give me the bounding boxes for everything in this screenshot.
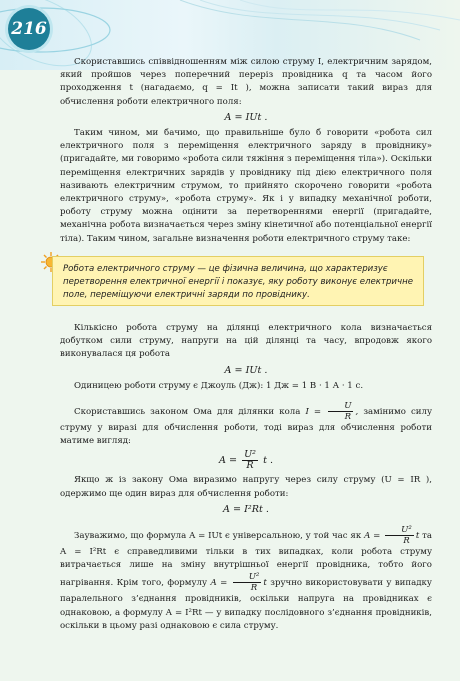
formula-inline	[364, 525, 422, 547]
paragraph-text: Скориставшись законом Ома для ділянки кола	[74, 407, 301, 418]
paragraph: Якщо ж із закону Ома виразимо напругу через силу струму (U = IR ), одержимо ще один вираз для обчислення роботи:	[60, 475, 432, 499]
paragraph	[60, 525, 432, 633]
formula-part: t .	[263, 455, 274, 467]
numerator: U²	[385, 525, 414, 536]
formula: A = IUt .	[224, 111, 268, 123]
fraction	[328, 401, 353, 422]
formula-part: A =	[364, 531, 381, 542]
paragraph: Одиницею роботи струму є Джоуль (Дж): 1 Дж = 1 В · 1 А · 1 с.	[74, 380, 364, 391]
denominator: R	[246, 460, 254, 472]
numerator: U²	[233, 572, 262, 583]
ohm-law-formula: I = $\frac{U}{R}$ ,	[305, 401, 364, 423]
main-text-lower	[60, 322, 432, 633]
formula: A = I²Rt .	[223, 503, 269, 515]
denominator: R	[250, 583, 258, 594]
denominator: R	[344, 412, 352, 423]
formula: A = IUt .	[224, 364, 268, 376]
formula	[60, 450, 432, 471]
paragraph-text: зручно використовувати у випадку паралельного з’єднання провідників, оскільки напруга на провідниках є однаковою, а формулу A = I²Rt — у випадку послідовного з’єднання провідників, оскільки в цьому разі однаковою є сила струму.	[60, 578, 432, 631]
paragraph: Кількісно робота струму на ділянці електричного кола визначається добутком сили струму, напруги на цій ділянці та часу, впродовж якого виконувалася ця робота	[60, 323, 432, 360]
page-number: 216	[8, 8, 50, 50]
formula-part: A =	[218, 455, 237, 467]
fraction	[242, 450, 258, 471]
numerator: U	[328, 401, 353, 412]
formula-part: I =	[305, 407, 322, 418]
main-text-upper	[60, 56, 432, 246]
paragraph	[60, 401, 432, 448]
formula-part: t	[263, 578, 267, 589]
numerator: U²	[244, 449, 256, 461]
paragraph-text: замінимо силу струму у виразі для обчислення роботи, тоді вираз для обчислення роботи матиме вигляд:	[60, 407, 433, 447]
fraction	[233, 572, 262, 593]
definition-text: Робота електричного струму — це фізична величина, що характеризує перетворення електричної енергії і показує, яку роботу виконує електричне поле, переміщуючи електричні заряди по провіднику.	[63, 264, 414, 300]
fraction	[385, 525, 414, 546]
paragraph-text: Зауважимо, що формула A = IUt є універсальною, у той час як	[74, 531, 362, 542]
formula-part: t	[415, 531, 420, 542]
paragraph: Скориставшись співвідношенням між силою струму I, електричним зарядом, який пройшов через поперечний переріз провідника q та часом його проходження t (нагадаємо, q = It ), можна записати такий вираз для обчислення роботи електричного поля:	[60, 57, 432, 107]
paragraph: Таким чином, ми бачимо, що правильніше було б говорити «робота сил електричного поля з переміщення електричного заряду в провіднику» (пригадайте, ми говоримо «робота сили тяжіння з переміщення тіла»). Оскільки переміщення електричних зарядів у провіднику під дією електричного поля називають електричним струмом, то прийнято скорочено говорити «робота електричного струму», «робота струму». Як і у випадку механічної роботи, роботу струму можна оцінити за перетвореннями енергії (пригадайте, механічна робота визначається через зміну кінетичної або потенціальної енергії тіла). Таким чином, загальне визначення роботи електричного струму таке:	[60, 128, 432, 244]
paragraph-text: та A = I²Rt є справедливими тільки в тих випадках, коли робота струму витрачається лише на зміну внутрішньої енергії провідника, тобто його нагрівання. Крім того, формулу	[60, 531, 433, 589]
definition-callout	[52, 256, 424, 306]
formula-part: A =	[210, 578, 228, 589]
denominator: R	[403, 536, 410, 547]
formula-inline	[210, 572, 270, 594]
